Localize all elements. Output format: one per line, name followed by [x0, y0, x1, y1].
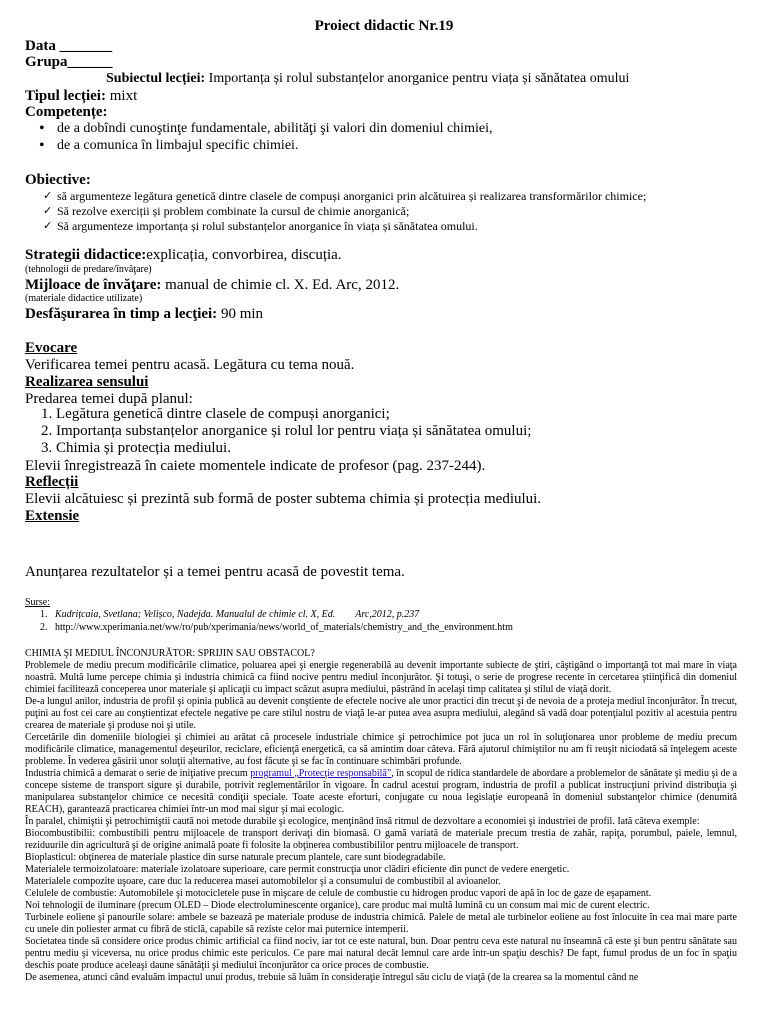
program-link[interactable]: programul „Protecţie responsabilă”	[250, 768, 392, 779]
competente-list	[25, 120, 492, 154]
reflectii-heading: Reflecții	[25, 474, 79, 490]
list-item: ✓ să argumenteze legătura genetică dintre clasele de compuși anorganici prin alcătuirea și realizarea transformărilor chimice;	[25, 189, 646, 204]
list-item: ✓ Să rezolve exerciții și problem combinate la cursul de chimie anorganică;	[25, 204, 646, 219]
source-number: 1.	[40, 609, 48, 620]
list-item: 2. Importanța substanțelor anorganice și rolul lor pentru viața și sănătatea omului;	[41, 423, 532, 439]
article-paragraph: De-a lungul anilor, industria de profil şi opinia publică au devenit conştiente de efectele nocive ale unor practici din trecut şi de nevoia de a proteja mediul înconjurător. În trecut, puţini au fost cei care au conştientizat efectele negative pe care stilul nostru de viaţă le-ar putea avea asupra mediului, alegând să vadă doar potenţialul pozitiv al acestuia pentru crearea de materiale şi produse noi şi utile.	[25, 696, 737, 731]
article-text: Industria chimică a demarat o serie de iniţiative precum	[25, 768, 251, 779]
strategii-line	[25, 246, 342, 264]
article-paragraph: Materialele termoizolatoare: materiale izolatoare superioare, care permit construcţia unor clădiri eficiente din punct de vedere energetic.	[25, 864, 570, 875]
obiective-heading: Obiective:	[25, 172, 91, 188]
list-item: • de a dobîndi cunoştinţe fundamentale, abilităţi şi valori din domeniul chimiei,	[25, 120, 492, 137]
document-title: Proiect didactic Nr.19	[314, 18, 454, 34]
anuntare-text: Anunțarea rezultatelor și a temei pentru acasă de povestit tema.	[25, 564, 405, 580]
strategii-note: (tehnologii de predare/învăţare)	[25, 264, 152, 275]
realizarea-heading: Realizarea sensului	[25, 374, 149, 390]
article-paragraph: Problemele de mediu precum modificările climatice, poluarea apei şi energie regenerabilă au devenit importante subiecte de ştiri, câştigând o importanţă tot mai mare în viaţa noastră. Multă lume percepe chimia şi industria chimică ca fiind nocive pentru mediul înconjurător. Şi totuşi, o serie de progrese recente în cercetarea ştiinţifică din domeniul chimiei facilitează conceperea unor materiale şi aplicaţii cu impact scăzut asupra mediului, păstrând în acelaşi timp calitatea şi stilul de viaţă dorit.	[25, 660, 737, 695]
article-paragraph: În paralel, chimiştii şi petrochimiştii caută noi metode durabile şi ecologice, menţinând însă ritmul de dezvoltare a economiei şi industriei de profil. Iată câteva exemple:	[25, 816, 700, 827]
tipul-label: Tipul lecției:	[25, 88, 106, 104]
article-paragraph: Materialele compozite uşoare, care duc la reducerea masei automobilelor şi a consumului de combustibil al avioanelor.	[25, 876, 501, 887]
source-tail: Arc,2012, p.237	[355, 609, 420, 620]
list-item: 3. Chimia și protecția mediului.	[41, 440, 231, 456]
surse-label: Surse:	[25, 597, 50, 608]
data-field: Data _______	[25, 38, 113, 54]
list-item: 1. Legătura genetică dintre clasele de compuși anorganici;	[41, 406, 390, 422]
subiect-line	[106, 70, 629, 88]
strategii-label: Strategii didactice:	[25, 247, 147, 263]
article-paragraph: Societatea tinde să considere orice produs chimic artificial ca fiind nociv, iar tot ce este natural, bun. Doar pentru ceva este natural nu înseamnă că este şi bun pentru sănătate sau pentru mediu şi viceversa, nu orice produs chimic este periculos. Ce pare mai natural decât lemnul care arde într-un spaţiu deschis? De fapt, fumul produs de un foc în spaţiu deschis poate produce aceleaşi daune sănătăţii şi mediului înconjurător ca orice proces de combustie.	[25, 936, 737, 971]
list-item: ✓ Să argumenteze importanța și rolul substanțelor anorganice în viața și sănătatea omului.	[25, 219, 646, 234]
article-paragraph: Celulele de combustie: Automobilele şi motocicletele puse în mişcare de celule de combustie cu hidrogen produc vapori de apă în loc de gaze de eşapament.	[25, 888, 652, 899]
article-paragraph: Noi tehnologii de iluminare (precum OLED – Diode electroluminescente organice), care produc mai multă lumină cu un consum mai mic de curent electric.	[25, 900, 650, 911]
article-heading: CHIMIA ŞI MEDIUL ÎNCONJURĂTOR: SPRIJIN SAU OBSTACOL?	[25, 648, 315, 659]
evocare-heading: Evocare	[25, 340, 78, 356]
subiect-label: Subiectul lecției:	[106, 71, 206, 86]
competente-heading: Competențe:	[25, 104, 108, 120]
source-url[interactable]: http://www.xperimania.net/ww/ro/pub/xperimania/news/world_of_materials/chemistry_and_the_environment.htm	[55, 622, 513, 633]
article-paragraph: Cercetările din domeniile biologiei şi chimiei au arătat că procesele industriale chimice şi petrochimice pot juca un rol în soluţionarea unor probleme de mediu precum modificările climatice, managementul deşeurilor, reciclare, eficienţă energetică, ca să amintim doar câteva. Fără ajutorul chimiştilor nu am fi reuşit niciodată să înţelegem aceste probleme. În vederea găsirii unor soluţii alternative, au fost făcute şi se fac în continuare schimbări profunde.	[25, 732, 737, 767]
plan-list	[25, 406, 531, 457]
mijloace-line	[25, 276, 399, 294]
strategii-value: explicația, convorbirea, discuția.	[146, 247, 342, 263]
reflectii-text: Elevii alcătuiesc și prezintă sub formă de poster subtema chimia și protecția mediului.	[25, 491, 542, 507]
desfasurarea-value: 90 min	[217, 306, 264, 322]
article-paragraph: Bioplasticul: obţinerea de materiale plastice din surse naturale precum plantele, care sunt biodegradabile.	[25, 852, 446, 863]
mijloace-value: manual de chimie cl. X. Ed. Arc, 2012.	[161, 277, 400, 293]
article-paragraph: De asemenea, atunci când evaluăm impactul unui produs, trebuie să luăm în consideraţie întregul său ciclu de viaţă (de la crearea sa la momentul când ne	[25, 972, 639, 983]
mijloace-note: (materiale didactice utilizate)	[25, 293, 143, 304]
source-text: Kudrițcaia, Svetlana; Velișco, Nadejda. Manualul de chimie cl. X, Ed.	[55, 609, 336, 620]
article-paragraph: Turbinele eoliene şi panourile solare: ambele se bazează pe materiale produse de industria chimică. Palele de metal ale turbinelor eoliene au fost înlocuite în cea mai mare parte cu unele din poliester armat cu fibră de sticlă, capabile să reziste celor mai puternice intemperii.	[25, 912, 737, 935]
source-number: 2.	[40, 622, 48, 633]
realizarea-intro: Predarea temei după planul:	[25, 391, 193, 407]
desfasurarea-line	[25, 305, 263, 323]
desfasurarea-label: Desfăşurarea în timp a lecţiei:	[25, 306, 218, 322]
article-text: , în scopul de ridica standardele de abordare a problemelor de sănătate şi mediu şi de a concepe sisteme de transport sigure şi durabile, potrivit reglementărilor în vigoare. În cadrul acestui program, industria de profil a publicat instrucţiuni privind distribuţia şi manipularea substanţelor chimice ce necesită condiţii speciale. Toate aceste eforturi, conjugate cu noua legislaţie europeană în domeniul substanţelor chimice (denumită REACH), garantează practicarea chimiei într-un mod mai sigur şi mai ecologic.	[25, 768, 738, 815]
extensie-heading: Extensie	[25, 508, 80, 524]
article-paragraph: Biocombustibilii: combustibili pentru mijloacele de transport derivaţi din biomasă. O gamă variată de materiale precum trestia de zahăr, rapiţa, porumbul, paiele, lemnul, reziduurile din agricultură şi de origine animală poate fi folosite la obţinerea combustibililor pentru mijloacele de transport.	[25, 828, 737, 851]
source-item-1	[40, 609, 419, 621]
grupa-field: Grupa______	[25, 54, 113, 70]
source-item-2	[40, 622, 513, 634]
realizarea-outro: Elevii înregistrează în caiete momentele indicate de profesor (pag. 237-244).	[25, 458, 486, 474]
subiect-value: Importanța și rolul substanțelor anorganice pentru viața și sănătatea omului	[205, 71, 630, 86]
list-item: • de a comunica în limbajul specific chimiei.	[25, 137, 492, 154]
article-body	[25, 648, 737, 984]
article-paragraph	[25, 768, 737, 816]
obiective-list	[25, 189, 646, 234]
mijloace-label: Mijloace de învăţare:	[25, 277, 162, 293]
evocare-text: Verificarea temei pentru acasă. Legătura cu tema nouă.	[25, 357, 355, 373]
tipul-value: mixt	[105, 88, 138, 104]
